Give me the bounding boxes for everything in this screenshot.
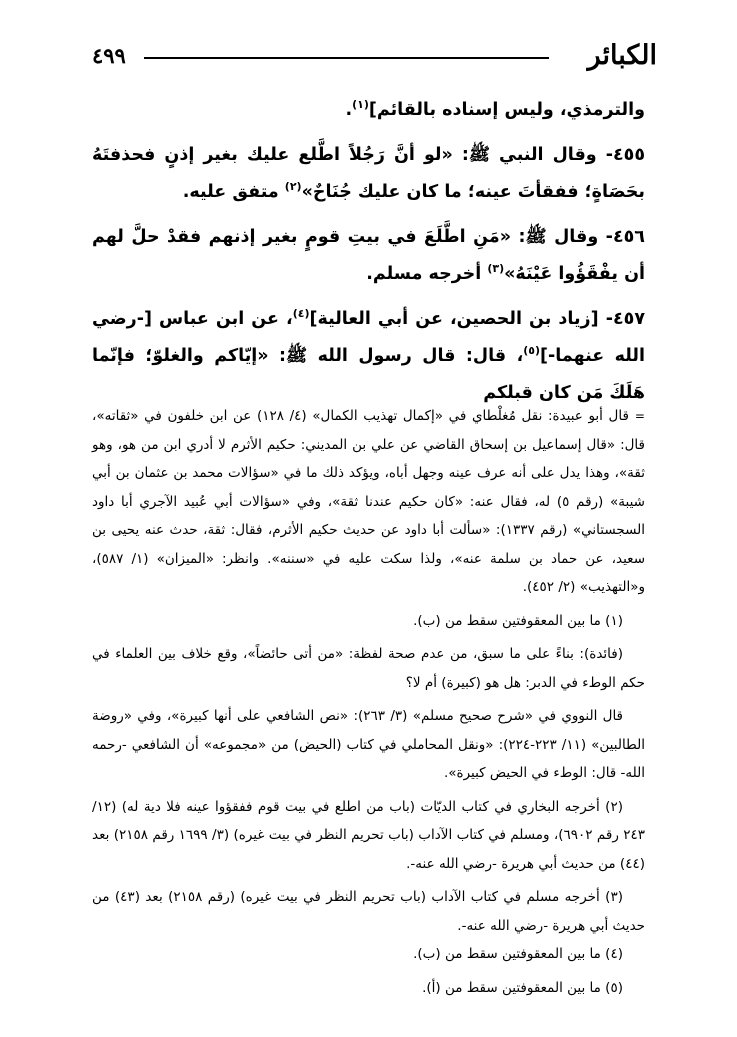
hadith-source: أخرجه مسلم. xyxy=(366,264,488,284)
hadith-quote: «مَنِ اطَّلَعَ في بيتِ قومٍ بغير إذنهم فقدْ حلَّ لهم أن يفْقَؤُوا عَيْنَهُ» xyxy=(92,227,645,284)
continuation-text: والترمذي، وليس إسناده بالقائم] xyxy=(368,100,645,120)
hadith-number: ٤٥٥- xyxy=(605,145,645,165)
hadith-quote: «إيّاكم والغلوّ؛ فإنّما هَلَكَ مَن كان قبلكم xyxy=(92,346,645,403)
hadith-chain: [زياد بن الحصين، عن أبي العالية] xyxy=(309,309,606,329)
footnote-text: قال أبو عبيدة: نقل مُغلْطاي في «إكمال تهذيب الكمال» (٤/ ١٢٨) عن ابن خلفون في «ثقاته»، قال: «قال إسماعيل بن إسحاق القاضي عن علي بن المديني: حكيم الأثرم لا أدري ابن من هو، وهو ثقة»، وهذا يدل على أنه عرف عينه وجهل أباه، ويؤكد ذلك ما في «سؤالات محمد بن عثمان بن أبي شيبة» (رقم ٥) له، فقال عنه: «كان حكيم عندنا ثقة»، وفي «سؤالات أبي عُبيد الآجري أبا داود السجستاني» (رقم ١٣٣٧): «سألت أبا داود عن حديث حكيم الأثرم، فقال: ثقة، حدث عنه يحيى بن سعيد، عن حماد بن سلمة عنه»، ولذا سكت عليه في «سننه». وانظر: «الميزان» (١/ ٥٨٧)، و«التهذيب» (٢/ ٤٥٢). xyxy=(92,408,646,595)
hadith-chain-cont: ، عن ابن عباس [-رضي الله عنهما-] xyxy=(92,309,645,366)
footnote-ref: (٤) xyxy=(292,307,310,321)
footnote-5: (٥) ما بين المعقوفتين سقط من (أ). xyxy=(422,979,623,996)
footnote-ref: (١) xyxy=(352,98,369,112)
main-text xyxy=(92,92,645,412)
hadith-456 xyxy=(92,219,645,293)
hadith-457 xyxy=(92,301,645,412)
continuation-tail: . xyxy=(345,100,353,120)
hadith-lead: ، قال: قال رسول الله ﷺ: xyxy=(268,346,524,366)
hadith-lead: وقال النبي ﷺ: xyxy=(452,145,606,165)
continuation-mark: = xyxy=(634,409,645,423)
paragraph-continuation xyxy=(92,92,645,129)
hadith-quote: «لو أنَّ رَجُلاً اطَّلع عليك بغير إذنٍ فحذفتَهُ بحَصَاةٍ؛ ففقأتَ عينه؛ ما كان عليك جُنَاحٌ» xyxy=(92,145,645,202)
footnote-ref: (٥) xyxy=(523,344,540,358)
footnote-ref: (٢) xyxy=(284,180,302,194)
footnote-2: (٢) أخرجه البخاري في كتاب الديّات (باب من اطلع في بيت قوم ففقؤوا عينه فلا دية له) (١٢/ ٢٤٣ رقم ٦٩٠٢)، ومسلم في كتاب الآداب (باب تحريم النظر في بيت غيره) (٣/ ١٦٩٩ رقم ٢١٥٨) بعد (٤٤) من حديث أبي هريرة -رضي الله عنه-. xyxy=(92,798,645,872)
footnote-continued xyxy=(92,402,645,602)
running-title: الكبائر xyxy=(587,40,657,71)
footnote-3: (٣) أخرجه مسلم في كتاب الآداب (باب تحريم النظر في بيت غيره) (رقم ٢١٥٨) بعد (٤٣) من حديث أبي هريرة -رضي الله عنه-. xyxy=(92,889,645,934)
page-number: ٤٩٩ xyxy=(92,43,126,68)
footnote-1-benefit: (فائدة): بناءً على ما سبق، من عدم صحة لفظة: «من أتى حائضاً»، وقع خلاف بين العلماء في حكم الوطء في الدبر: هل هو (كبيرة) أم لا؟ xyxy=(92,646,645,691)
hadith-number: ٤٥٧- xyxy=(605,309,645,329)
hadith-lead: وقال ﷺ: xyxy=(511,227,606,247)
hadith-455 xyxy=(92,137,645,211)
footnotes xyxy=(92,402,645,1002)
footnote-1: (١) ما بين المعقوفتين سقط من (ب). xyxy=(413,612,623,629)
hadith-number: ٤٥٦- xyxy=(605,227,645,247)
footnote-ref: (٣) xyxy=(487,262,505,276)
header-rule xyxy=(144,57,549,59)
hadith-source: متفق عليه. xyxy=(182,182,285,202)
footnote-4: (٤) ما بين المعقوفتين سقط من (ب). xyxy=(413,946,623,962)
page-header xyxy=(92,38,657,78)
footnote-1-nawawi: قال النووي في «شرح صحيح مسلم» (٣/ ٢٦٣): «نص الشافعي على أنها كبيرة»، وفي «روضة الطالبين» (١١/ ٢٢٣-٢٢٤): «ونقل المحاملي في كتاب (الحيض) من «مجموعه» أن الشافعي -رحمه الله- قال: الوطء في الحيض كبيرة». xyxy=(92,708,645,781)
